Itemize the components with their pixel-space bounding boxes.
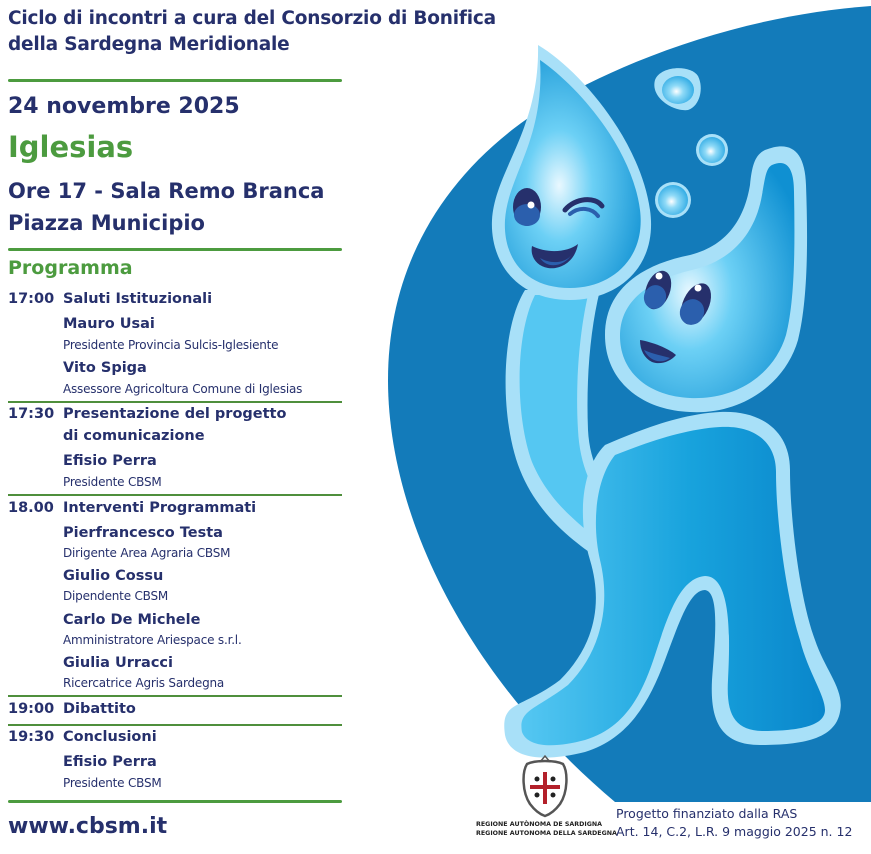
website-link[interactable]: www.cbsm.it xyxy=(8,814,168,839)
item-time: 18.00 xyxy=(8,500,54,516)
speaker-name: Efisio Perra xyxy=(63,754,157,770)
speaker-role: Presidente Provincia Sulcis-Iglesiente xyxy=(63,338,279,352)
speaker-role: Dipendente CBSM xyxy=(63,589,169,603)
item-title: Dibattito xyxy=(63,701,136,717)
speaker-name: Pierfrancesco Testa xyxy=(63,525,223,541)
water-bubble-icon xyxy=(696,134,728,166)
programme-heading: Programma xyxy=(8,257,133,279)
programme-item xyxy=(8,291,212,307)
speaker-name: Giulia Urracci xyxy=(63,655,173,671)
speaker-name: Mauro Usai xyxy=(63,316,155,332)
item-time: 17:30 xyxy=(8,406,55,422)
programme-item xyxy=(8,406,286,422)
speaker-name: Vito Spiga xyxy=(63,360,147,376)
divider xyxy=(8,401,342,403)
venue-line1: Ore 17 - Sala Remo Branca xyxy=(8,179,325,203)
speaker-role: Assessore Agricoltura Comune di Iglesias xyxy=(63,382,303,396)
programme-item xyxy=(8,701,136,717)
series-title-line2: della Sardegna Meridionale xyxy=(8,34,290,55)
speaker-name: Carlo De Michele xyxy=(63,612,201,628)
speaker-role: Presidente CBSM xyxy=(63,475,162,489)
region-name-italian: REGIONE AUTONOMA DELLA SARDEGNA xyxy=(476,830,617,837)
item-title: Conclusioni xyxy=(63,729,157,745)
divider xyxy=(8,800,342,803)
divider xyxy=(8,695,342,697)
item-title-continued: di comunicazione xyxy=(63,428,205,444)
series-title xyxy=(8,6,568,58)
item-title: Saluti Istituzionali xyxy=(63,291,213,307)
item-time: 19:30 xyxy=(8,729,55,745)
divider xyxy=(8,724,342,726)
speaker-role: Amministratore Ariespace s.r.l. xyxy=(63,633,242,647)
event-venue xyxy=(8,175,324,239)
divider xyxy=(8,79,342,82)
funding-note-line1: Progetto finanziato dalla RAS xyxy=(616,806,798,821)
event-date: 24 novembre 2025 xyxy=(8,94,240,119)
item-title: Presentazione del progetto xyxy=(63,406,287,422)
speaker-name: Efisio Perra xyxy=(63,453,157,469)
item-time: 19:00 xyxy=(8,701,55,717)
item-title: Interventi Programmati xyxy=(63,500,257,516)
item-time: 17:00 xyxy=(8,291,55,307)
divider xyxy=(8,248,342,251)
venue-line2: Piazza Municipio xyxy=(8,211,205,235)
speaker-role: Presidente CBSM xyxy=(63,776,162,790)
water-bubble-icon xyxy=(655,182,691,218)
programme-item xyxy=(8,729,157,745)
speaker-role: Dirigente Area Agraria CBSM xyxy=(63,546,231,560)
divider xyxy=(8,494,342,496)
event-city: Iglesias xyxy=(8,130,134,164)
programme-item xyxy=(8,500,256,516)
funding-note-line2: Art. 14, C.2, L.R. 9 maggio 2025 n. 12 xyxy=(616,824,853,839)
speaker-name: Giulio Cossu xyxy=(63,568,164,584)
series-title-line1: Ciclo di incontri a cura del Consorzio di Bonifica xyxy=(8,8,496,29)
speaker-role: Ricercatrice Agris Sardegna xyxy=(63,676,225,690)
region-name-sardinian: REGIONE AUTÒNOMA DE SARDIGNA xyxy=(476,821,603,828)
sardinia-coat-of-arms-icon xyxy=(524,756,567,816)
